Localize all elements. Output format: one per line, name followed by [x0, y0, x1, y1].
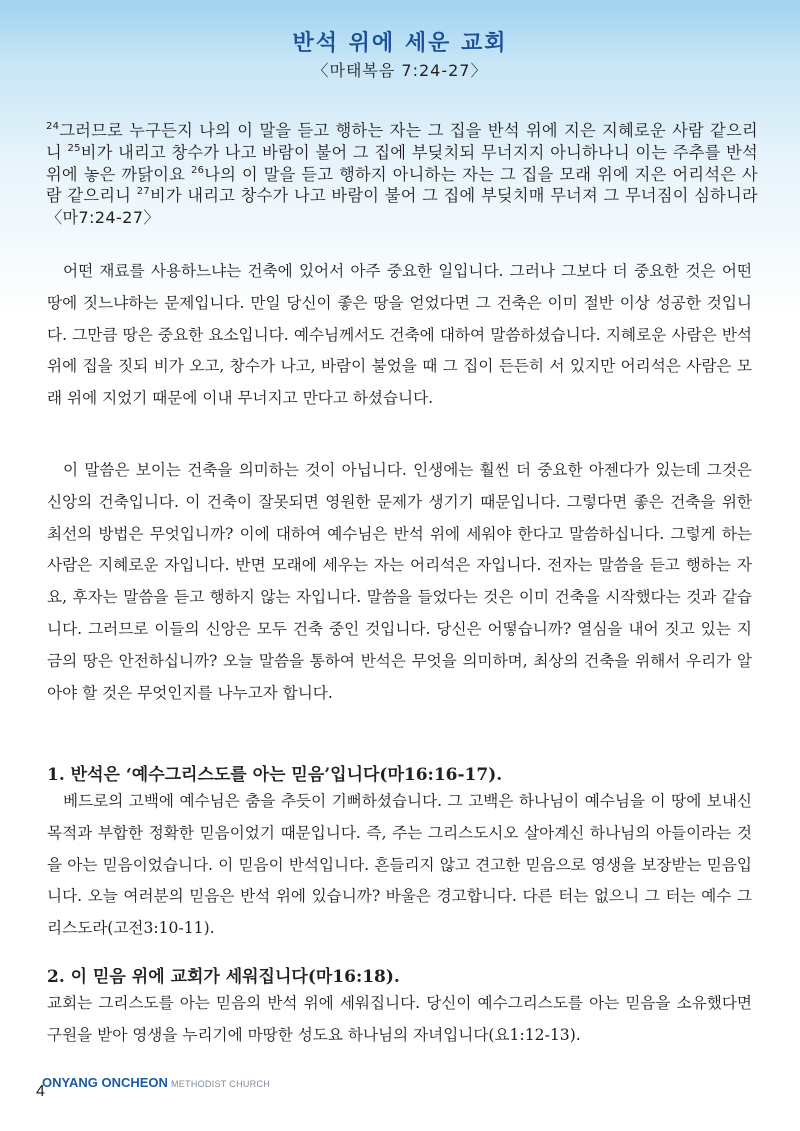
- scripture-passage: [46, 120, 758, 229]
- verse-number: 27: [136, 186, 151, 198]
- verse-number: 25: [67, 142, 81, 154]
- church-subtitle: METHODIST CHURCH: [170, 1079, 271, 1089]
- scripture-reference: 〈마태복음 7:24-27〉: [312, 61, 488, 80]
- verse-number: 26: [190, 164, 205, 176]
- section-heading: 1. 반석은 ‘예수그리스도를 아는 믿음’입니다(마16:16-17).: [47, 765, 503, 785]
- body-paragraph: 교회는 그리스도를 아는 믿음의 반석 위에 세워집니다. 당신이 예수그리스도를 아는 믿음을 소유했다면 구원을 받아 영생을 누리기에 마땅한 성도요 하나님의 자녀입니다(요1:12-13).: [47, 994, 752, 1044]
- body-paragraph: 이 말씀은 보이는 건축을 의미하는 것이 아닙니다. 인생에는 훨씬 더 중요한 아젠다가 있는데 그것은 신앙의 건축입니다. 이 건축이 잘못되면 영원한 문제가 생기기 때문입니다. 그렇다면 좋은 건축을 위한 최선의 방법은 무엇입니까? 이에 대하여 예수님은 반석 위에 세워야 한다고 말씀하십니다. 그렇게 하는 사람은 지혜로운 자입니다. 반면 모래에 세우는 자는 어리석은 자입니다. 전자는 말씀을 듣고 행하는 자요, 후자는 말씀을 듣고 행하지 않는 자입니다. 말씀을 들었다는 것은 이미 건축을 시작했다는 것과 같습니다. 그러므로 이들의 신앙은 모두 건축 중인 것입니다. 당신은 어떻습니까? 열심을 내어 짓고 있는 지금의 땅은 안전하십니까? 오늘 말씀을 통하여 반석은 무엇을 의미하며, 최상의 건축을 위해서 우리가 알아야 할 것은 무엇인지를 나누고자 합니다.: [47, 461, 752, 702]
- body-paragraph: 베드로의 고백에 예수님은 춤을 추듯이 기뻐하셨습니다. 그 고백은 하나님이 예수님을 이 땅에 보내신 목적과 부합한 정확한 믿음이었기 때문입니다. 즉, 주는 그리스도시오 살아계신 하나님의 아들이라는 것을 아는 믿음이었습니다. 이 믿음이 반석입니다. 흔들리지 않고 견고한 믿음으로 영생을 보장받는 믿음입니다. 오늘 여러분의 믿음은 반석 위에 있습니까? 바울은 경고합니다. 다른 터는 없으니 그 터는 예수 그리스도라(고전3:10-11).: [47, 792, 752, 938]
- page-title: 반석 위에 세운 교회: [292, 31, 508, 56]
- body-paragraph: 어떤 재료를 사용하느냐는 건축에 있어서 아주 중요한 일입니다. 그러나 그보다 더 중요한 것은 어떤 땅에 짓느냐하는 문제입니다. 만일 당신이 좋은 땅을 얻었다면 그 건축은 이미 절반 이상 성공한 것입니다. 그만큼 땅은 중요한 요소입니다. 예수님께서도 건축에 대하여 말씀하셨습니다. 지혜로운 사람은 반석 위에 집을 짓되 비가 오고, 창수가 나고, 바람이 불었을 때 그 집이 든든히 서 있지만 어리석은 사람은 모래 위에 지었기 때문에 이내 무너지고 만다고 하셨습니다.: [47, 262, 752, 408]
- footer-brand: [42, 1075, 270, 1090]
- verse-number: 24: [46, 121, 60, 132]
- section-heading: 2. 이 믿음 위에 교회가 세워집니다(마16:18).: [47, 967, 400, 987]
- verse-text: 나의 이 말을 듣고 행하지 아니하는 자는 그 집을 모래 위에 지은 어리석은 사람 같으리니: [46, 164, 758, 206]
- verse-text: 비가 내리고 창수가 나고 바람이 불어 그 집에 부딪치매 무너져 그 무너짐이 심하니라〈마7:24-27〉: [46, 186, 758, 228]
- verse-text: 비가 내리고 창수가 나고 바람이 불어 그 집에 부딪치되 무너지지 아니하나니 이는 주추를 반석 위에 놓은 까닭이요: [46, 142, 758, 184]
- church-name: ONYANG ONCHEON: [42, 1075, 168, 1090]
- verse-text: 그러므로 누구든지 나의 이 말을 듣고 행하는 자는 그 집을 반석 위에 지은 지혜로운 사람 같으리니: [46, 121, 758, 162]
- page-number: 4: [36, 1083, 45, 1100]
